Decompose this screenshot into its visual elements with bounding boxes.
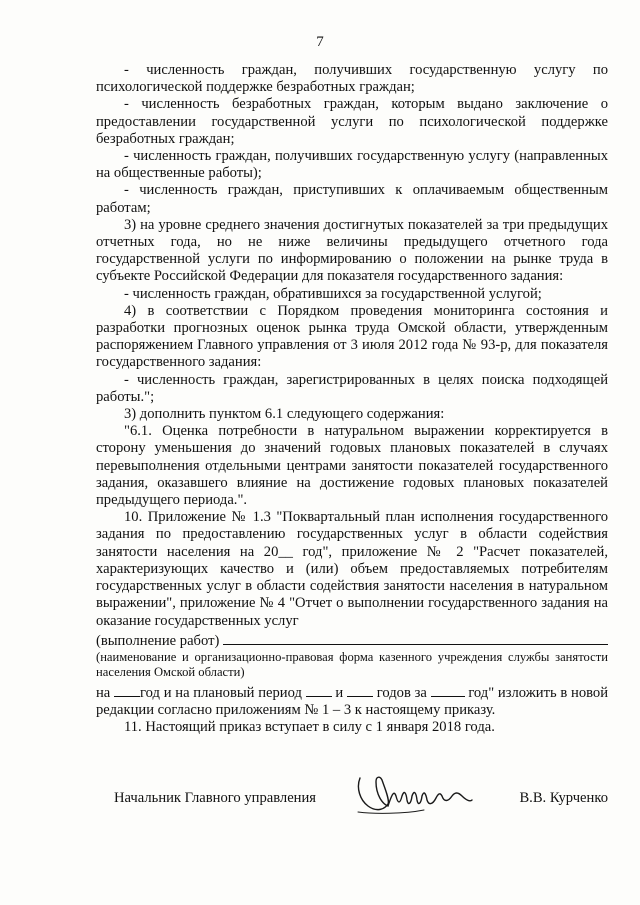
page-number: 7 bbox=[316, 34, 324, 50]
signature-block bbox=[96, 770, 608, 820]
signer-name: В.В. Курченко bbox=[519, 790, 608, 806]
continuation-paragraph bbox=[96, 684, 608, 719]
paragraph: 3) дополнить пунктом 6.1 следующего содержания: bbox=[124, 406, 445, 423]
paragraph: 4) в соответствии с Порядком проведения мониторинга состояния и разработки прогнозных оценок рынка труда Омской области, утвержденным распоряжением Главного управления от 3 июля 2012 года № 93-р, для показателя государственного задания: bbox=[96, 302, 608, 371]
paragraph: - численность граждан, получивших государственную услугу (направленных на общественные работы); bbox=[96, 148, 608, 182]
continuation-part: на bbox=[96, 684, 111, 701]
blank-line-prefix: (выполнение работ) bbox=[96, 632, 220, 649]
signer-position: Начальник Главного управления bbox=[114, 790, 317, 806]
paragraph: - численность безработных граждан, которым выдано заключение о предоставлении государственной услуги по психологической поддержке безработных граждан; bbox=[96, 96, 608, 147]
final-paragraph: 11. Настоящий приказ вступает в силу с 1 января 2018 года. bbox=[124, 719, 495, 736]
blank-field bbox=[347, 684, 373, 697]
paragraph: "6.1. Оценка потребности в натуральном выражении корректируется в сторону уменьшения до значений годовых плановых показателей в случаях перевыполнения отдельными центрами занятости показателей государственного задания, оказавшего влияние на достижение годовых плановых показателей предыдущего периода.". bbox=[96, 423, 608, 509]
document-body bbox=[96, 62, 608, 737]
blank-field bbox=[431, 684, 465, 697]
continuation-part: годов за bbox=[376, 684, 427, 701]
continuation-part: год" изложить в новой редакции согласно приложениям № 1 – 3 к настоящему приказу. bbox=[96, 684, 609, 719]
blank-line-note: (наименование и организационно-правовая форма казенного учреждения службы занятости населения Омской области) bbox=[96, 649, 608, 679]
blank-field bbox=[306, 684, 332, 697]
handwritten-signature bbox=[354, 770, 474, 820]
blank-field bbox=[114, 684, 140, 697]
paragraph: - численность граждан, обратившихся за государственной услугой; bbox=[124, 285, 542, 302]
continuation-part: и bbox=[335, 684, 344, 701]
continuation-part: год и на плановый период bbox=[140, 684, 302, 701]
paragraph: 10. Приложение № 1.3 "Поквартальный план исполнения государственного задания по предоставлению государственных услуг в области содействия занятости населения на 20__ год", приложение № 2 "Расчет показателей, характеризующих качество и (или) объем предоставляемых потребителям государственных услуг в области содействия занятости населения в натуральном выражении", приложение № 4 "Отчет о выполнении государственного задания на оказание государственных услуг bbox=[96, 509, 608, 629]
paragraph: - численность граждан, получивших государственную услугу по психологической поддержке безработных граждан; bbox=[96, 62, 608, 96]
blank-line bbox=[223, 630, 608, 645]
paragraph: 3) на уровне среднего значения достигнутых показателей за три предыдущих отчетных года, но не ниже величины предыдущего отчетного года государственной услуги по информированию о положении на рынке труда в субъекте Российской Федерации для показателя государственного задания: bbox=[96, 216, 608, 285]
paragraph: - численность граждан, приступивших к оплачиваемым общественным работам; bbox=[96, 182, 608, 216]
paragraph: - численность граждан, зарегистрированных в целях поиска подходящей работы."; bbox=[96, 371, 608, 405]
blank-line-row bbox=[96, 630, 608, 650]
